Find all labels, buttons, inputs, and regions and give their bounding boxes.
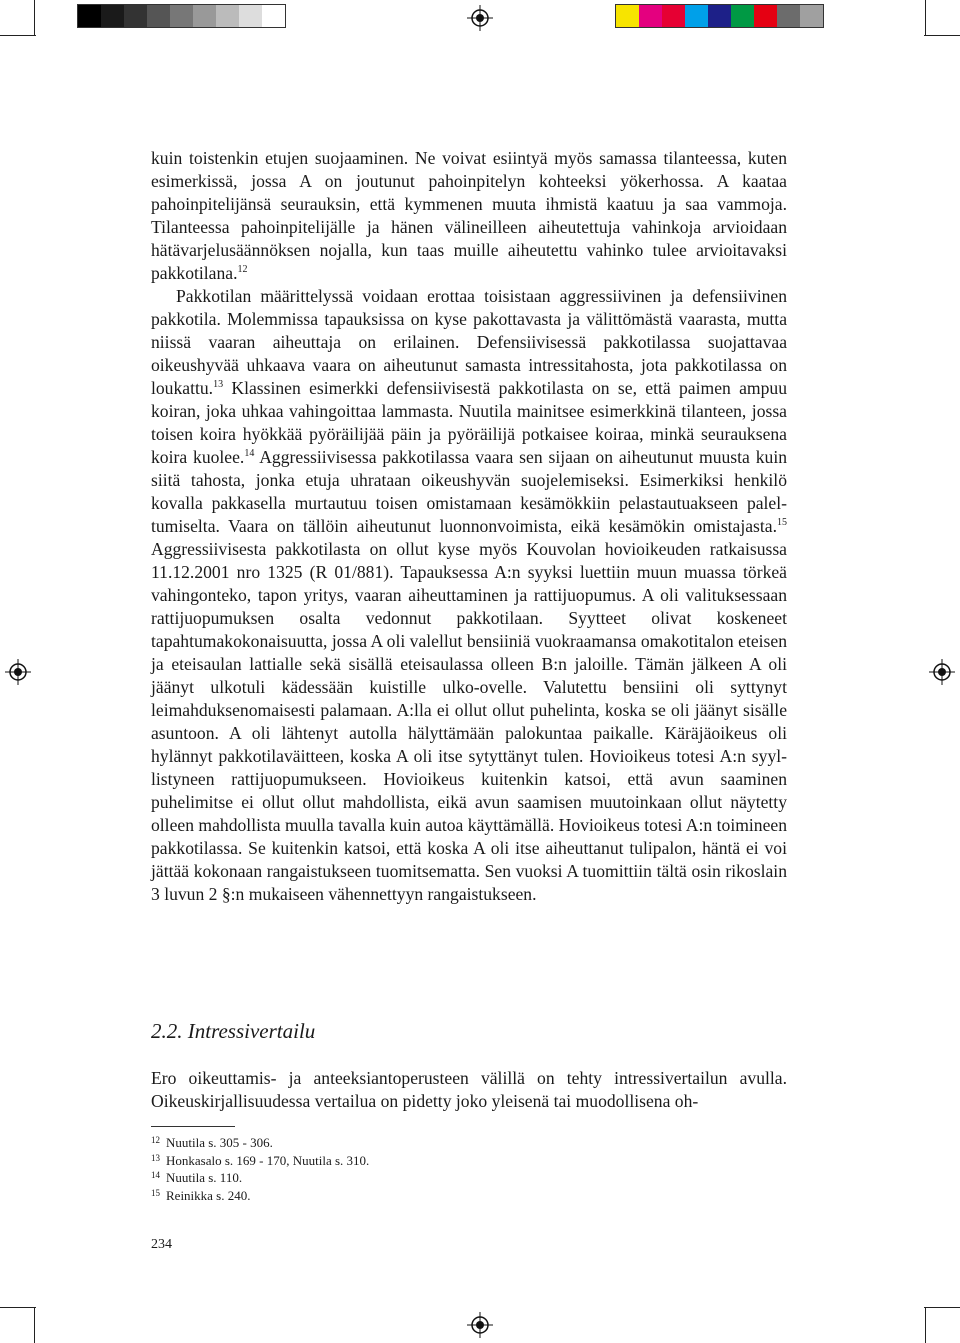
process-color-bar bbox=[615, 4, 824, 28]
footnote-text: Nuutila s. 305 - 306. bbox=[166, 1135, 273, 1150]
body-paragraph bbox=[151, 147, 787, 285]
gray-swatch bbox=[78, 5, 101, 27]
footnote-number: 15 bbox=[151, 1187, 160, 1198]
footnote-reference[interactable]: 15 bbox=[777, 517, 787, 528]
color-swatch bbox=[639, 5, 662, 27]
footnote-item bbox=[151, 1134, 369, 1152]
color-swatch bbox=[777, 5, 800, 27]
footnote-item bbox=[151, 1187, 369, 1205]
color-swatch bbox=[616, 5, 639, 27]
gray-swatch bbox=[124, 5, 147, 27]
paragraph-text: Aggressiivisessa pakkotilassa vaara sen sijaan on aiheutunut muusta kuin siitä tahosta, jonka etuja uhrataan oikeushyvän suojelemiseksi. Esimerkiksi henkilö kovalla pakkasella murtautuu toisen omistamaan kesämökkiin pelastautuakseen paleltumiselta. Vaara on tällöin aiheutunut luonnonvoimista, eikä kesämökin omistajasta. bbox=[151, 447, 788, 536]
paragraph-text: Pakkotilan määrittelyssä voidaan erottaa toisistaan aggressiivinen ja defensiivinen pakkotila. Molemmissa tapauksissa on kyse pakottavasta ja välittömästä vaarasta, mutta niissä vaaran aiheuttaja on erilainen. Defensiivisessä pakkotilassa suojattavaa oikeushyvää uhkaava vaara on aiheutunut samasta intressitahosta, jota pakkotilassa on loukattu. bbox=[151, 286, 787, 398]
page-number: 234 bbox=[151, 1237, 172, 1252]
crop-mark-top-right-h bbox=[924, 35, 960, 36]
footnote-text: Nuutila s. 110. bbox=[166, 1170, 243, 1185]
gray-swatch bbox=[170, 5, 193, 27]
registration-mark-right-icon bbox=[929, 659, 955, 685]
color-swatch bbox=[685, 5, 708, 27]
footnote-number: 14 bbox=[151, 1170, 160, 1180]
body-text bbox=[151, 147, 787, 906]
gray-swatch bbox=[147, 5, 170, 27]
crop-mark-bottom-right-v bbox=[925, 1307, 926, 1343]
crop-mark-top-left-v bbox=[34, 0, 35, 36]
registration-mark-left-icon bbox=[5, 659, 31, 685]
paragraph-text: Klassinen esimerkki defensiivisestä pakkotilasta on se, että paimen ampuu koiran, joka uhkaa vahingoittaa lammasta. Nuutila mainitsee esimerkkinä tilanteen, jossa toisen koira hyökkää pyöräilijää päin ja pyöräilijä potkaisee koiraa, minkä seurauksena koira kuolee. bbox=[151, 378, 787, 467]
section-heading: 2.2. Intressivertailu bbox=[151, 1019, 316, 1043]
grayscale-color-bar bbox=[77, 4, 286, 28]
crop-mark-top-left-h bbox=[0, 35, 36, 36]
crop-mark-top-right-v bbox=[925, 0, 926, 36]
footnote-text: Reinikka s. 240. bbox=[166, 1187, 251, 1203]
color-swatch bbox=[754, 5, 777, 27]
color-swatch bbox=[800, 5, 823, 27]
color-swatch bbox=[708, 5, 731, 27]
footnote-reference[interactable]: 13 bbox=[213, 379, 224, 390]
paragraph-text: Aggressiivisesta pakkotilasta on ollut kyse myös Kouvolan hovioikeuden ratkaisussa 11.12.2001 nro 1325 (R 01/881). Tapauksessa A:n syyksi luettiin muun muassa törkeä vahingonteko, tapon yritys, vaaran aiheuttaminen ja rattijuopumus. A oli valituksessaan rattijuopumuksen osalta vedonnut pakkotilaan. Syytteet olivat koskeneet tapahtumakokonaisuutta, jossa A oli valellut bensiiniä vuokraamansa omakotitalon eteisen ja eteisaulan lattialle sekä sisällä eteisaulassa olleen B:n jaloille. Tämän jälkeen A oli jäänyt ulkotuli kädessään kuistille ulko-ovelle. Valutettu bensiini oli syttynyt leimahduksenomaisesti palamaan. A:lla ei ollut ollut puhelinta, koska se oli jäänyt sisälle asuntoon. A oli lähtenyt autolla hälyttämään palokuntaa paikalle. Käräjäoikeus oli hylännyt pakkotilaväitteen, koska A oli itse sytyttänyt tulen. Hovioikeus totesi A:n syyllistyneen rattijuopumukseen. Hovioikeus kuitenkin katsoi, että avun saaminen puhelimitse ei ollut ollut mahdollista, eikä avun saamisen muutoinkaan ollut näytetty olleen mahdollista muulla tavalla kuin autoa käyttämällä. Hovioikeus totesi A:n toimineen pakkotilassa. Se kuitenkin katsoi, että koska A oli itse aiheuttanut tulipalon, häntä ei voi jättää kokonaan rangaistukseen tuomitsematta. Sen vuoksi A tuomittiin tältä osin rikoslain 3 luvun 2 §:n mukaiseen vähennettyyn rangaistukseen. bbox=[151, 539, 787, 904]
gray-swatch bbox=[239, 5, 262, 27]
color-swatch bbox=[731, 5, 754, 27]
footnote-number: 13 bbox=[151, 1152, 160, 1163]
gray-swatch bbox=[216, 5, 239, 27]
footnote-reference[interactable]: 14 bbox=[244, 448, 255, 459]
gray-swatch bbox=[101, 5, 124, 27]
footnote-item bbox=[151, 1152, 369, 1170]
body-paragraph bbox=[151, 285, 787, 906]
crop-mark-bottom-left-v bbox=[34, 1307, 35, 1343]
registration-mark-bottom-icon bbox=[467, 1312, 493, 1338]
color-swatch bbox=[662, 5, 685, 27]
footnotes bbox=[151, 1134, 369, 1204]
registration-mark-top-icon bbox=[467, 5, 493, 31]
footnote-text: Honkasalo s. 169 - 170, Nuutila s. 310. bbox=[166, 1152, 370, 1168]
gray-swatch bbox=[193, 5, 216, 27]
footnote-item bbox=[151, 1169, 369, 1187]
gray-swatch bbox=[262, 5, 285, 27]
footnote-reference[interactable]: 12 bbox=[237, 264, 248, 275]
crop-mark-bottom-left-h bbox=[0, 1307, 36, 1308]
section-paragraph: Ero oikeuttamis- ja anteeksiantoperusteen välillä on tehty intressivertailun avulla. Oikeuskirjallisuudessa vertailua on pidetty joko yleisenä tai muodollisena oh- bbox=[151, 1068, 787, 1111]
footnote-separator bbox=[151, 1126, 235, 1127]
crop-mark-bottom-right-h bbox=[924, 1307, 960, 1308]
footnote-number: 12 bbox=[151, 1135, 160, 1145]
paragraph-text: kuin toistenkin etujen suojaaminen. Ne voivat esiintyä myös samassa tilanteessa, kuten esimerkissä, jossa A on joutunut pahoinpitelyn kohteeksi yökerhossa. A kaataa pahoinpitelijänsä seurauksin, että kymmenen muuta ihmistä kaatuu ja saa vammoja. Tilanteessa pahoinpitelijälle ja hänen välineilleen aiheutettuja vahinkoja arvioidaan hätävarjelusäännöksen nojalla, kun taas muille aiheutettu vahinko tulee arvioitavaksi pakkotilana. bbox=[151, 148, 787, 283]
